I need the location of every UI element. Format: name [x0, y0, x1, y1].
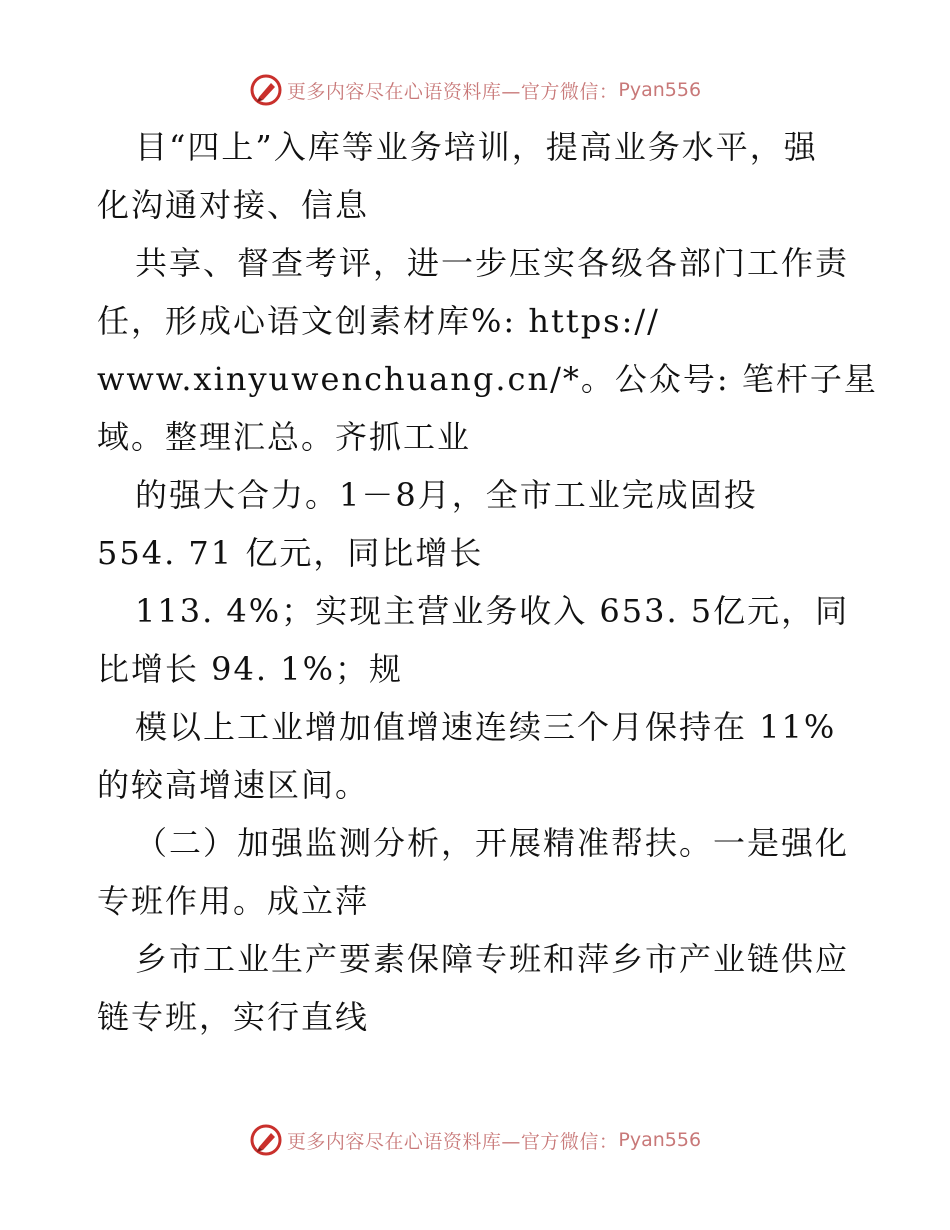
text-line: （二）加强监测分析，开展精准帮扶。一是强化 [135, 824, 850, 862]
text-line: 链专班，实行直线 [97, 998, 370, 1036]
text-line: 的较高增速区间。 [97, 766, 370, 804]
text-line: 比增长 94. 1%；规 [97, 650, 404, 688]
text-line: 乡市工业生产要素保障专班和萍乡市产业链供应 [135, 940, 850, 978]
banner-text: 更多内容尽在心语资料库—官方微信： [286, 80, 619, 103]
text-line: 554. 71 亿元，同比增长 [97, 534, 484, 572]
text-line: www.xinyuwenchuang.cn/*。公众号: 笔杆子星 [97, 360, 878, 398]
header-watermark-banner [0, 70, 950, 110]
text-line: 任，形成心语文创素材库%: https:// [97, 302, 660, 340]
text-line: 的强大合力。1－8月，全市工业完成固投 [135, 476, 758, 514]
banner-text: 更多内容尽在心语资料库—官方微信： [286, 1130, 619, 1153]
text-line: 共享、督查考评，进一步压实各级各部门工作责 [135, 244, 850, 282]
pen-logo-icon [249, 1123, 283, 1157]
text-line: 模以上工业增加值增速连续三个月保持在 11% [135, 708, 837, 746]
pen-logo-icon [249, 73, 283, 107]
text-line: 目“四上”入库等业务培训，提高业务水平，强 [135, 128, 818, 166]
banner-wechat: Pyan556 [618, 1129, 702, 1151]
text-line: 113. 4%；实现主营业务收入 653. 5亿元，同 [135, 592, 850, 630]
banner-wechat: Pyan556 [618, 79, 702, 101]
text-line: 化沟通对接、信息 [97, 186, 370, 224]
text-line: 专班作用。成立萍 [97, 882, 370, 920]
footer-watermark-banner [0, 1120, 950, 1160]
document-body [97, 118, 877, 1046]
text-line: 域。整理汇总。齐抓工业 [97, 418, 472, 456]
